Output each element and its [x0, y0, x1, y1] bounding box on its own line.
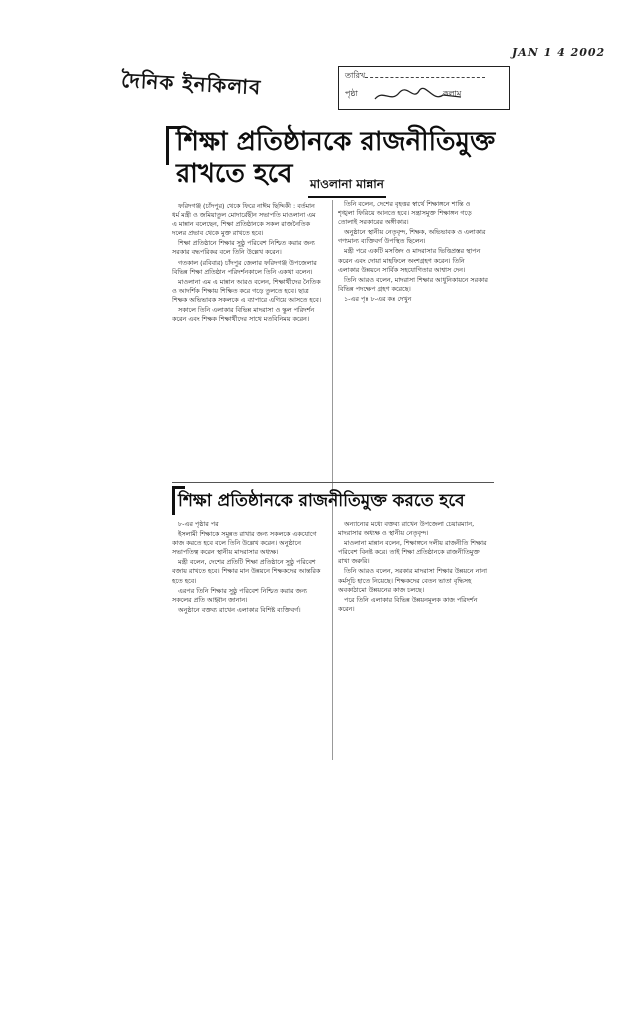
- column-divider: [332, 200, 333, 760]
- paragraph: ফরিদগঞ্জ (চাঁদপুর) থেকে ফিরে নাঈম ছিদ্দিকী : বর্তমান ধর্ম মন্ত্রী ও জমিয়াতুল মোদার্রেছীন সভাপতি মাওলানা এম এ মান্নান বলেছেন, শিক্ষা প্রতিষ্ঠানকে সকল রাজনৈতিক দলের প্রভাব থেকে মুক্ত রাখতে হবে।: [172, 202, 316, 238]
- paragraph: তিনি আরও বলেন, সরকার মাদরাসা শিক্ষার উন্নয়নে নানা কর্মসূচি হাতে নিয়েছে। শিক্ষকদের বেতন ভাতা বৃদ্ধিসহ অবকাঠামো উন্নয়নের কাজ চলছে।: [338, 567, 487, 594]
- paragraph: সকালে তিনি এলাকার বিভিন্ন মাদরাসা ও স্কুল পরিদর্শন করেন এবং শিক্ষক শিক্ষার্থীদের সাথে মতবিনিময় করেন।: [172, 306, 315, 324]
- received-date-stamp: JAN 1 4 2002: [512, 46, 606, 59]
- newspaper-name: দৈনিক ইনকিলাব: [120, 67, 262, 100]
- paragraph: অনুষ্ঠানে বক্তব্য রাখেন এলাকার বিশিষ্ট ব্যক্তিবর্গ।: [178, 605, 301, 614]
- section-rule: [172, 482, 494, 483]
- paragraph: অন্যান্যের মধ্যে বক্তব্য রাখেন উপজেলা চেয়ারম্যান, মাদরাসার অধ্যক্ষ ও স্থানীয় নেতৃবৃন্দ।: [338, 520, 475, 538]
- paragraph: ৮-এর পৃষ্ঠার পর: [178, 520, 219, 528]
- continuation-headline: শিক্ষা প্রতিষ্ঠানকে রাজনীতিমুক্ত করতে হবে: [178, 491, 465, 511]
- paragraph: মন্ত্রী বলেন, দেশের প্রতিটি শিক্ষা প্রতিষ্ঠানে সুষ্ঠু পরিবেশ বজায় রাখতে হবে। শিক্ষার মান উন্নয়নে শিক্ষকদের আন্তরিক হতে হবে।: [172, 558, 321, 585]
- paragraph: অনুষ্ঠানে স্থানীয় নেতৃবৃন্দ, শিক্ষক, অভিভাবক ও এলাকার গণ্যমান্য ব্যক্তিবর্গ উপস্থিত ছিলেন।: [338, 228, 486, 246]
- paragraph: ইসলামী শিক্ষাকে সমুন্নত রাখার জন্য সকলকে একযোগে কাজ করতে হবে বলে তিনি উল্লেখ করেন। অনুষ্ঠানে সভাপতিত্ব করেন স্থানীয় মাদরাসার অধ্যক্ষ।: [172, 530, 317, 557]
- article-column-4: [338, 520, 488, 760]
- slip-date-label: তারিখ: [345, 71, 366, 80]
- article-column-1: [172, 202, 322, 492]
- article-column-3: [172, 520, 322, 764]
- paragraph: মাওলানা মান্নান বলেন, শিক্ষাঙ্গনে দলীয় রাজনীতি শিক্ষার পরিবেশ বিনষ্ট করে। তাই শিক্ষা প্রতিষ্ঠানকে রাজনীতিমুক্ত রাখা জরুরি।: [338, 539, 487, 566]
- paragraph: তিনি বলেন, দেশের বৃহত্তর স্বার্থে শিক্ষাঙ্গনে শান্তি ও শৃঙ্খলা ফিরিয়ে আনতে হবে। সন্ত্রাসমুক্ত শিক্ষাঙ্গন গড়ে তোলাই সরকারের অঙ্গীকার।: [338, 200, 472, 227]
- paragraph: শিক্ষা প্রতিষ্ঠানে শিক্ষার সুষ্ঠু পরিবেশ নিশ্চিত করার জন্য সরকার বদ্ধপরিকর বলে তিনি উল্লেখ করেন।: [172, 239, 315, 257]
- byline: মাওলানা মান্নান: [308, 176, 386, 198]
- clipping-info-slip: [338, 66, 510, 110]
- paragraph: এরপর তিনি শিক্ষার সুষ্ঠু পরিবেশ নিশ্চিত করার জন্য সকলের প্রতি আহ্বান জানান।: [172, 586, 307, 604]
- headline: শিক্ষা প্রতিষ্ঠানকে রাজনীতিমুক্ত রাখতে হবে: [176, 127, 496, 189]
- article-column-2: [338, 200, 488, 475]
- slip-column-label: কলাম: [443, 89, 462, 98]
- paragraph: গতকাল (রবিবার) চাঁদপুর জেলার ফরিদগঞ্জ উপজেলার বিভিন্ন শিক্ষা প্রতিষ্ঠান পরিদর্শনকালে তিনি একথা বলেন।: [172, 258, 317, 276]
- continuation-note: ১-এর পৃঃ ৮-এর কঃ দেখুন: [344, 294, 412, 303]
- paragraph: মন্ত্রী পরে একটি মসজিদ ও মাদরাসার ভিত্তিপ্রস্তর স্থাপন করেন এবং দোয়া মাহফিলে অংশগ্রহণ করেন। তিনি এলাকার উন্নয়নে সার্বিক সহযোগিতার আশ্বাস দেন।: [338, 247, 481, 274]
- news-clipping: [160, 120, 510, 765]
- paragraph: পরে তিনি এলাকার বিভিন্ন উন্নয়নমূলক কাজ পরিদর্শন করেন।: [338, 595, 478, 613]
- slip-page-label: পৃষ্ঠা: [345, 89, 358, 98]
- slip-date-line: [365, 77, 485, 78]
- paragraph: তিনি আরও বলেন, মাদরাসা শিক্ষার আধুনিকায়নে সরকার বিভিন্ন পদক্ষেপ গ্রহণ করেছে।: [338, 275, 488, 293]
- paragraph: মাওলানা এম এ মান্নান আরও বলেন, শিক্ষার্থীদের নৈতিক ও আদর্শিক শিক্ষায় শিক্ষিত করে গড়ে তুলতে হবে। ছাত্র শিক্ষক অভিভাবক সকলকে এ ব্যাপারে এগিয়ে আসতে হবে।: [172, 277, 322, 304]
